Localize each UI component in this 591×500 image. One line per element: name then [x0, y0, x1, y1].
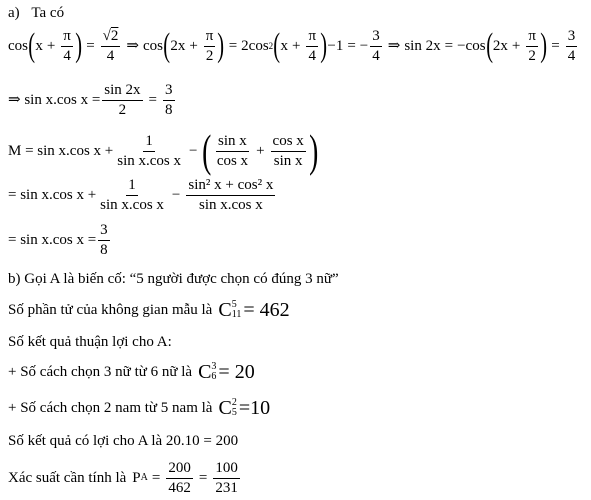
probability-text: Xác suất cần tính là: [8, 469, 127, 486]
fraction-result: [213, 460, 240, 496]
var-x: x: [35, 37, 43, 54]
sample-space-line: [8, 300, 290, 320]
part-b-heading: b) Gọi A là biến cố: “5 người được chọn có đúng 3 nữ”: [8, 271, 339, 287]
minus-op: −: [171, 186, 181, 203]
equation-lhs: M = sin x.cos x +: [8, 142, 114, 159]
ways-female-text: + Số cách chọn 3 nữ từ 6 nữ là: [8, 363, 193, 380]
denominator: 462: [168, 479, 191, 496]
ways-female-value: = 20: [218, 361, 255, 383]
minus-one: −1: [327, 37, 344, 54]
combination-symbol: C: [198, 361, 212, 383]
paren-close: ): [320, 27, 328, 64]
paren-close: ): [217, 27, 225, 64]
denominator: 2: [118, 101, 127, 118]
ways-male-line: [8, 398, 270, 418]
neg-sign: −: [359, 37, 369, 54]
sin-2x: sin 2x: [404, 37, 441, 54]
part-a-label: a): [8, 5, 20, 21]
plus-op: +: [46, 37, 56, 54]
var-2x: 2x: [492, 37, 508, 54]
denominator: sin x: [273, 152, 303, 169]
cos-fn: cos: [8, 37, 28, 54]
implies-op: ⇒: [126, 37, 139, 54]
var-2x: 2x: [170, 37, 186, 54]
equals-op: =: [444, 37, 454, 54]
denominator: sin x.cos x: [199, 196, 263, 213]
numerator: 1: [126, 177, 138, 196]
equals-op: =: [198, 469, 208, 486]
numerator: π: [61, 28, 73, 47]
denominator: sin x.cos x: [117, 152, 182, 169]
denominator: 231: [215, 479, 238, 496]
equation-lhs: = sin x.cos x +: [8, 186, 97, 203]
fraction: [215, 133, 250, 169]
numerator: sin 2x: [102, 82, 142, 101]
var-x: x: [280, 37, 288, 54]
numerator: 3: [98, 222, 110, 241]
equals-op: =: [347, 37, 356, 54]
equals-op: =: [86, 37, 95, 54]
favorable-heading: Số kết quả thuận lợi cho A:: [8, 334, 172, 350]
numerator: sin x: [216, 133, 249, 152]
implies-op: ⇒: [387, 37, 401, 54]
part-a-intro: Ta có: [31, 5, 65, 21]
fraction-sqrt2: [101, 28, 121, 64]
equation-lhs: = sin x.cos x =: [8, 231, 97, 248]
paren-close: ): [308, 125, 319, 176]
fraction-result: [163, 82, 175, 118]
combination-indices: [232, 398, 237, 418]
combination-symbol: C: [218, 397, 232, 419]
fraction: [102, 82, 142, 118]
plus-op: +: [511, 37, 521, 54]
numerator: π: [204, 28, 216, 47]
combination-n: 5: [231, 407, 237, 418]
numerator: π: [306, 28, 318, 47]
combination-k: 2: [231, 397, 237, 408]
fraction-result: [566, 28, 578, 64]
equation-lhs: ⇒ sin x.cos x =: [8, 91, 101, 108]
numerator: 3: [163, 82, 175, 101]
equals-op: =: [148, 91, 158, 108]
numerator: 3: [370, 28, 382, 47]
plus-op: +: [189, 37, 198, 54]
ways-male-text: + Số cách chọn 2 nam từ 5 nam là: [8, 399, 213, 416]
numerator: sin² x + cos² x: [186, 177, 275, 196]
paren-open: (: [163, 27, 171, 64]
combination-k: 3: [211, 361, 217, 372]
numerator: cos x: [271, 133, 306, 152]
fraction: [98, 177, 166, 213]
ways-female-line: [8, 362, 255, 382]
paren-open: (: [273, 27, 281, 64]
sample-space-text: Số phần tử của không gian mẫu là: [8, 301, 213, 318]
sample-space-value: = 462: [243, 299, 290, 321]
combination-indices: [211, 362, 216, 382]
numerator: √2: [101, 28, 121, 47]
fraction: [204, 28, 216, 64]
two-cos: 2cos: [241, 37, 269, 54]
minus-op: −: [189, 142, 198, 159]
fraction: [166, 460, 193, 496]
neg-cos: −cos: [457, 37, 486, 54]
equation-m-simplified: [8, 177, 277, 213]
denominator: 8: [165, 101, 173, 118]
radicand: 2: [110, 28, 119, 44]
paren-open: (: [28, 27, 36, 64]
denominator: 4: [63, 47, 71, 64]
fraction: [115, 133, 183, 169]
numerator: 3: [566, 28, 578, 47]
denominator: 4: [372, 47, 380, 64]
denominator: 4: [106, 47, 115, 64]
denominator: 8: [100, 241, 108, 258]
equation-sincos-line: [8, 82, 177, 118]
fraction: [61, 28, 73, 64]
fraction: [271, 133, 306, 169]
fraction: [370, 28, 382, 64]
denominator: sin x.cos x: [100, 196, 164, 213]
cos-fn: cos: [142, 37, 163, 54]
ways-male-value: =10: [238, 397, 271, 419]
paren-close: ): [75, 27, 82, 64]
combination-symbol: C: [218, 299, 232, 321]
plus-op: +: [291, 37, 301, 54]
combination-n: 11: [231, 309, 242, 320]
combination-indices: [232, 300, 242, 320]
denominator: cos x: [216, 152, 249, 169]
square-exp: 2: [268, 40, 274, 51]
equals-op: =: [228, 37, 238, 54]
paren-open: (: [485, 27, 493, 64]
equation-cos-line: [8, 28, 579, 64]
numerator: π: [526, 28, 538, 47]
fraction: [526, 28, 538, 64]
denominator: 2: [205, 47, 214, 64]
denominator: 4: [308, 47, 316, 64]
equation-m-definition: [8, 125, 319, 176]
equals-op: =: [551, 37, 560, 54]
paren-close: ): [540, 27, 547, 64]
favorable-total-line: Số kết quả có lợi cho A là 20.10 = 200: [8, 433, 239, 449]
probability-line: [8, 460, 242, 496]
combination-k: 5: [231, 299, 237, 310]
part-a-heading: [8, 6, 64, 21]
plus-op: +: [256, 142, 265, 159]
denominator: 2: [528, 47, 536, 64]
combination-n: 6: [211, 371, 217, 382]
probability-symbol: P: [132, 469, 141, 486]
equals-op: =: [151, 469, 161, 486]
denominator: 4: [567, 47, 576, 64]
equation-m-result: [8, 222, 112, 258]
numerator: 200: [166, 460, 193, 479]
fraction: [306, 28, 318, 64]
numerator: 100: [213, 460, 240, 479]
fraction-result: [98, 222, 110, 258]
fraction: [186, 177, 275, 213]
paren-open: (: [202, 125, 212, 176]
numerator: 1: [143, 133, 155, 152]
probability-event: A: [140, 472, 148, 483]
